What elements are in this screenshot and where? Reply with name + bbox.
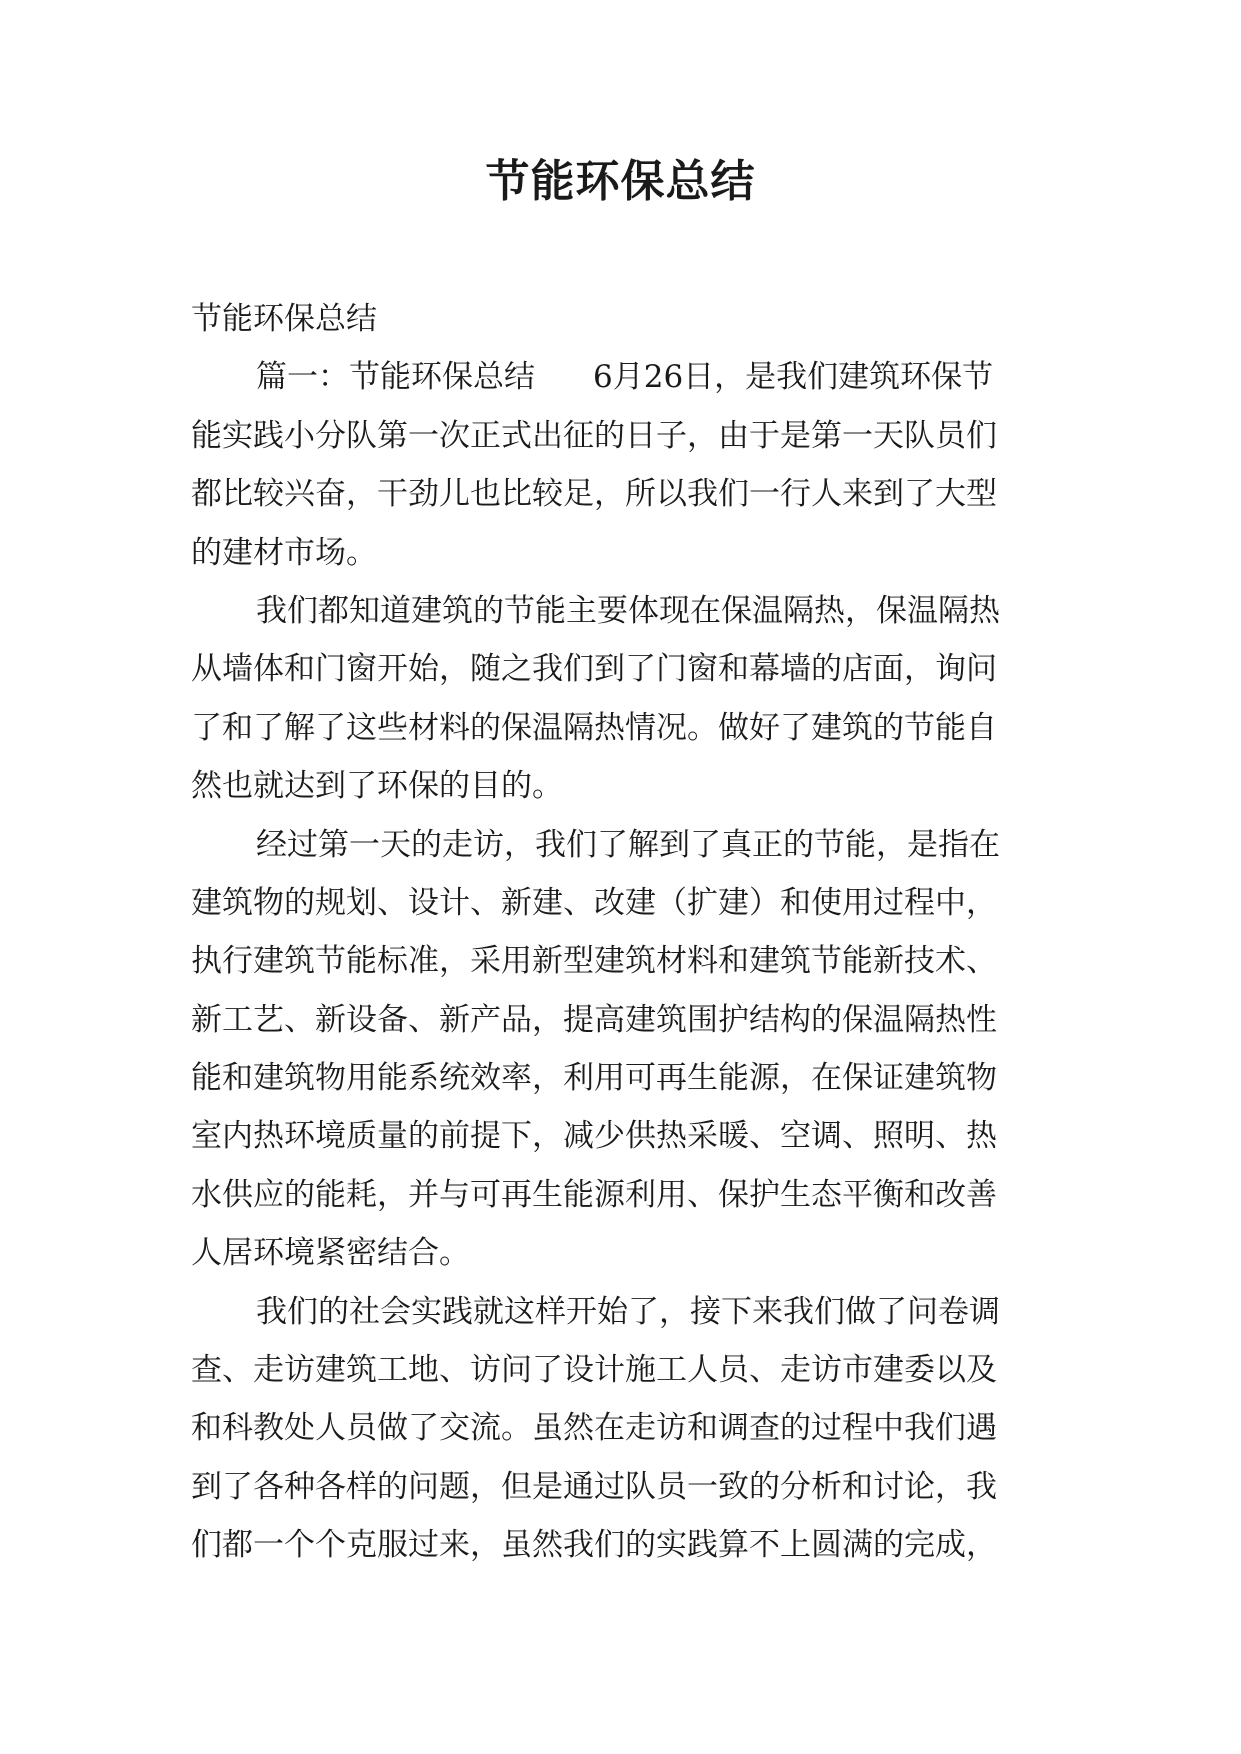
paragraph-start: 6月26日，是我们建筑环保节 <box>593 359 994 396</box>
text-line: 能和建筑物用能系统效率，利用可再生能源，在保证建筑物 <box>191 1060 997 1097</box>
text-line: 人居环境紧密结合。 <box>191 1235 470 1272</box>
text-line: 查、走访建筑工地、访问了设计施工人员、走访市建委以及 <box>191 1352 997 1389</box>
section-heading: 篇一：节能环保总结 <box>256 359 535 396</box>
text-line: 我们都知道建筑的节能主要体现在保温隔热，保温隔热 <box>256 592 1000 629</box>
text-line: 建筑物的规划、设计、新建、改建（扩建）和使用过程中， <box>191 884 997 921</box>
text-line: 们都一个个克服过来，虽然我们的实践算不上圆满的完成， <box>191 1527 997 1564</box>
document-body <box>191 290 1071 1575</box>
text-line: 到了各种各样的问题，但是通过队员一致的分析和讨论，我 <box>191 1468 997 1505</box>
text-line: 经过第一天的走访，我们了解到了真正的节能，是指在 <box>256 826 1000 863</box>
text-line: 的建材市场。 <box>191 534 377 571</box>
text-line: 新工艺、新设备、新产品，提高建筑围护结构的保温隔热性 <box>191 1001 997 1038</box>
text-line: 室内热环境质量的前提下，减少供热采暖、空调、照明、热 <box>191 1118 997 1155</box>
text-line: 了和了解了这些材料的保温隔热情况。做好了建筑的节能自 <box>191 709 997 746</box>
text-line: 执行建筑节能标准，采用新型建筑材料和建筑节能新技术、 <box>191 943 997 980</box>
document-title: 节能环保总结 <box>485 156 756 207</box>
text-line: 都比较兴奋，干劲儿也比较足，所以我们一行人来到了大型 <box>191 476 997 513</box>
text-line <box>191 348 1071 406</box>
text-line: 从墙体和门窗开始，随之我们到了门窗和幕墙的店面，询问 <box>191 651 997 688</box>
text-line: 然也就达到了环保的目的。 <box>191 768 563 805</box>
text-line: 我们的社会实践就这样开始了，接下来我们做了问卷调 <box>256 1293 1000 1330</box>
text-line: 水供应的能耗，并与可再生能源利用、保护生态平衡和改善 <box>191 1176 997 1213</box>
text-line: 能实践小分队第一次正式出征的日子，由于是第一天队员们 <box>191 417 997 454</box>
subtitle-line: 节能环保总结 <box>191 301 377 337</box>
text-line: 和科教处人员做了交流。虽然在走访和调查的过程中我们遇 <box>191 1410 997 1447</box>
